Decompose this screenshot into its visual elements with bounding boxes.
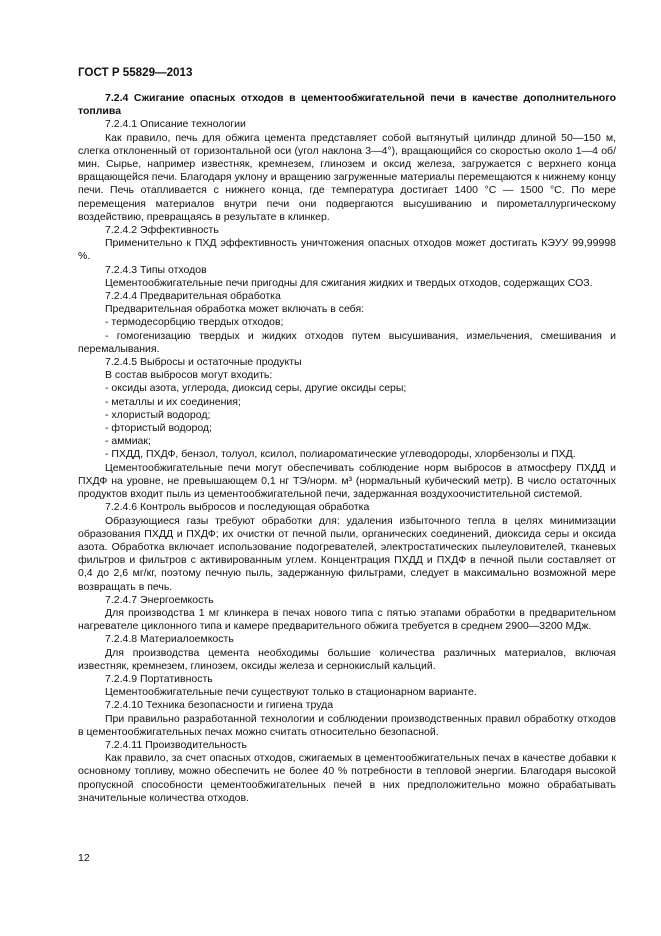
body-paragraph: Для производства 1 мг клинкера в печах нового типа с пятью этапами обработки в предварительном нагревателе циклонного типа и камере предварительного обжига требуется в среднем 2900—3200 МДж. [78,606,616,633]
subsection-heading: 7.2.4.5 Выбросы и остаточные продукты [105,356,302,369]
body-paragraph: При правильно разработанной технологии и соблюдении производственных правил обработку отходов в цементообжигательных печах можно считать относительно безопасной. [78,712,616,738]
subsection-heading: 7.2.4.11 Производительность [105,738,248,751]
subsection-heading: 7.2.4.6 Контроль выбросов и последующая обработка [105,501,370,514]
list-item: - гомогенизацию твердых и жидких отходов путем высушивания, измельчения, смешивания и перемалывания. [78,329,616,355]
body-paragraph: Как правило, за счет опасных отходов, сжигаемых в цементообжигательных печах в качестве добавки к основному топливу, можно обеспечить не более 40 % потребности в тепловой энергии. Благодаря высокой пропускной способности цементообжигательных печей в них предположительно можно обрабатывать значительные количества отходов. [78,752,616,804]
body-paragraph: Применительно к ПХД эффективность уничтожения опасных отходов может достигать КЭУУ 99,99998 %. [78,237,616,263]
standard-header: ГОСТ Р 55829—2013 [78,66,193,79]
list-item: - ПХДД, ПХДФ, бензол, толуол, ксилол, полиароматические углеводороды, хлорбензолы и ПХД. [105,448,576,461]
body-paragraph: Цементообжигательные печи пригодны для сжигания жидких и твердых отходов, содержащих СОЗ. [105,276,593,289]
subsection-heading: 7.2.4.3 Типы отходов [105,263,207,276]
subsection-heading: 7.2.4.1 Описание технологии [105,118,246,131]
list-item: - термодесорбцию твердых отходов; [105,316,284,329]
body-paragraph: В состав выбросов могут входить: [105,369,273,382]
body-paragraph: Как правило, печь для обжига цемента представляет собой вытянутый цилиндр длиной 50—150 м, слегка отклоненный от горизонтальной оси (угол наклона 3—4°), вращающийся со скоростью около 1—4 об/мин. Сырье, например известняк, кремнезем, глинозем и оксид железа, загружается с верхнего конца вращающейся печи. Благодаря уклону и вращению загруженные материалы перемещаются к нижнему концу печи. Печь отапливается с нижнего конца, где температура достигает 1400 °C — 1500 °C. По мере перемещения материалов внутри печи они подвергаются высушиванию и пирометаллургическому воздействию, превращаясь в результате в клинкер. [78,131,616,223]
body-paragraph: Предварительная обработка может включать в себя: [105,303,365,316]
body-paragraph: Для производства цемента необходимы большие количества различных материалов, включая известняк, кремнезем, глинозем, оксиды железа и сернокислый кальций. [78,646,616,672]
body-paragraph: Образующиеся газы требуют обработки для: удаления избыточного тепла в целях минимизации образования ПХДД и ПХДФ; их очистки от печной пыли, органических соединений, диоксида серы и оксида азота. Обработка включает использование подогревателей, электростатических пылеуловителей, тканевых фильтров и фильтров с активированным углем. Концентрация ПХДД и ПХДФ в печной пыли составляет от 0,4 до 2,6 мг/кг, поэтому печную пыль, задержанную фильтрами, следует в максимально возможной мере возвращать в печь. [78,514,616,593]
subsection-heading: 7.2.4.2 Эффективность [105,224,219,237]
subsection-heading: 7.2.4.8 Материалоемкость [105,633,234,646]
body-paragraph: Цементообжигательные печи существуют только в стационарном варианте. [105,686,477,699]
list-item: - металлы и их соединения; [105,395,241,408]
body-paragraph: Цементообжигательные печи могут обеспечивать соблюдение норм выбросов в атмосферу ПХДД и ПХДФ на уровне, не превышающем 0,1 нг ТЭ/норм. м³ (нормальный кубический метр). В число остаточных продуктов входит пыль из цементообжигательной печи, задержанная воздухоочистительной системой. [78,461,616,501]
subsection-heading: 7.2.4.9 Портативность [105,672,213,685]
list-item: - оксиды азота, углерода, диоксид серы, другие оксиды серы; [105,382,407,395]
subsection-heading: 7.2.4.10 Техника безопасности и гигиена труда [105,699,334,712]
page-number: 12 [78,852,90,864]
subsection-heading: 7.2.4.4 Предварительная обработка [105,290,281,303]
list-item: - хлористый водород; [105,408,211,421]
list-item: - аммиак; [105,435,151,448]
document-body [78,92,616,805]
subsection-heading: 7.2.4.7 Энергоемкость [105,593,214,606]
section-title: 7.2.4 Сжигание опасных отходов в цементообжигательной печи в качестве дополнительного топлива [78,92,616,118]
list-item: - фтористый водород; [105,422,212,435]
